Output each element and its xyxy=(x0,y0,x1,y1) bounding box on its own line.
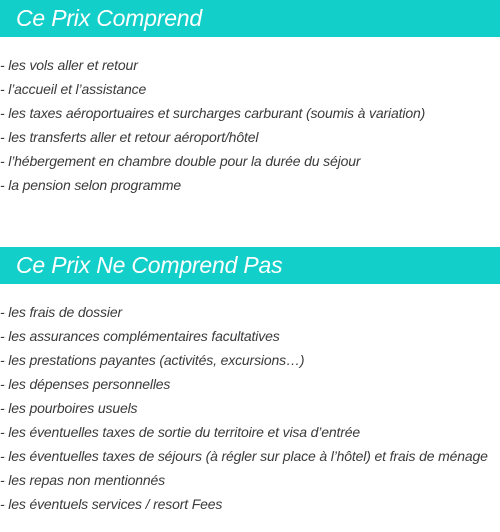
list-item: - les éventuels services / resort Fees xyxy=(0,496,223,512)
list-item: - les frais de dossier xyxy=(0,304,122,320)
excluded-section-header xyxy=(0,247,500,284)
list-item: - les éventuelles taxes de sortie du territoire et visa d’entrée xyxy=(0,424,361,440)
excluded-section-title: Ce Prix Ne Comprend Pas xyxy=(16,252,283,278)
included-items-list xyxy=(0,53,425,197)
included-section-header xyxy=(0,0,500,37)
list-item: - les assurances complémentaires facultatives xyxy=(0,328,280,344)
excluded-items-list xyxy=(0,300,488,516)
included-section-title: Ce Prix Comprend xyxy=(16,5,202,31)
list-item: - l’accueil et l’assistance xyxy=(0,81,147,97)
list-item: - les vols aller et retour xyxy=(0,57,138,73)
list-item: - les transferts aller et retour aéroport/hôtel xyxy=(0,129,259,145)
list-item: - l’hébergement en chambre double pour la durée du séjour xyxy=(0,153,361,169)
list-item: - les éventuelles taxes de séjours (à régler sur place à l’hôtel) et frais de ménage xyxy=(0,448,488,464)
list-item: - les repas non mentionnés xyxy=(0,472,165,488)
list-item: - les taxes aéroportuaires et surcharges carburant (soumis à variation) xyxy=(0,105,426,121)
list-item: - la pension selon programme xyxy=(0,177,182,193)
list-item: - les dépenses personnelles xyxy=(0,376,171,392)
list-item: - les pourboires usuels xyxy=(0,400,138,416)
list-item: - les prestations payantes (activités, excursions…) xyxy=(0,352,305,368)
